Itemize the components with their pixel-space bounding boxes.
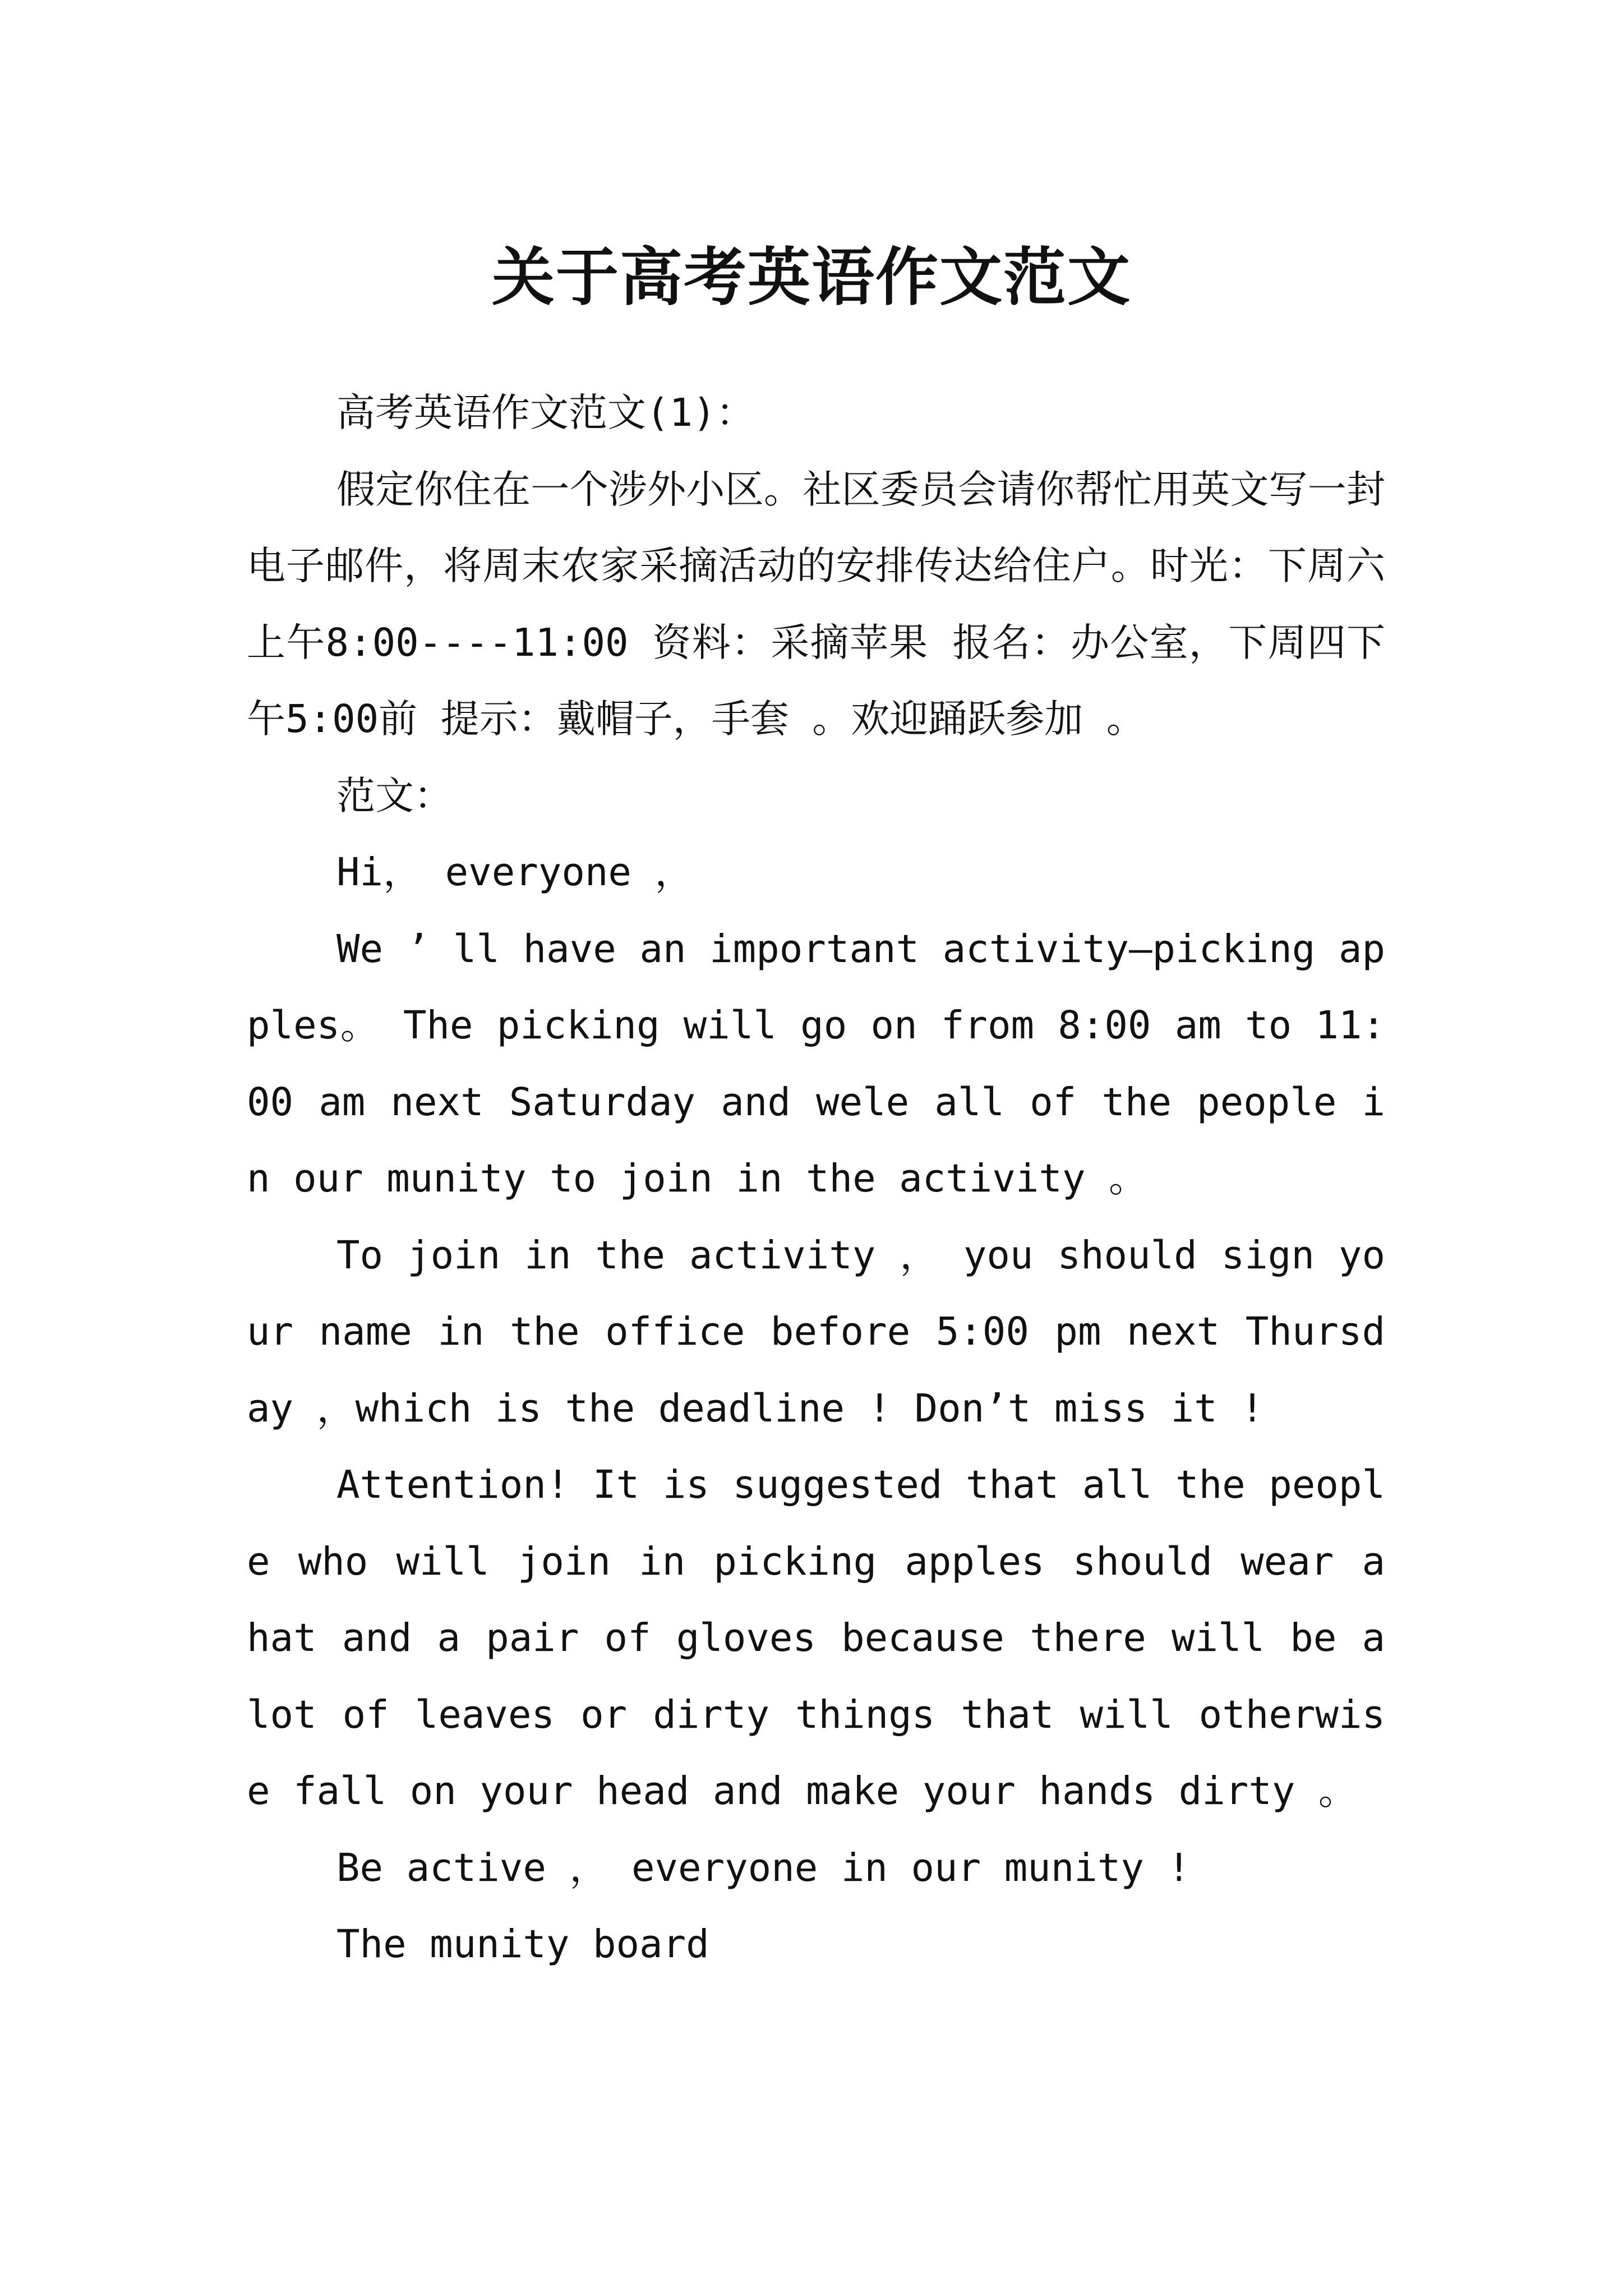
- task-prompt-paragraph: 假定你住在一个涉外小区。社区委员会请你帮忙用英文写一封电子邮件，将周末农家采摘活动的安排传达给住户。时光：下周六上午8:00----11:00 资料：采摘苹果 报名：办公室，下周四下午5:00前 提示：戴帽子，手套 。欢迎踊跃参加 。: [247, 467, 1385, 742]
- email-greeting: Hi， everyone ，: [336, 850, 694, 895]
- document-title: 关于高考英语作文范文: [492, 241, 1131, 315]
- document-body: [247, 375, 1385, 1983]
- email-signature: The munity board: [336, 1922, 709, 1967]
- email-paragraph-activity: We ’ ll have an important activity—picking apples。 The picking will go on from 8:00 am to 11:00 am next Saturday and wele all of the people in our munity to join in the activity 。: [247, 926, 1385, 1201]
- email-closing: Be active ， everyone in our munity !: [336, 1845, 1191, 1890]
- sample-label: 范文：: [336, 773, 453, 818]
- email-paragraph-signup: To join in the activity ， you should sign your name in the office before 5:00 pm next Thursday ，which is the deadline ! Don’t miss it !: [247, 1232, 1385, 1431]
- email-paragraph-attention: Attention! It is suggested that all the people who will join in picking apples should wear a hat and a pair of gloves because there will be a lot of leaves or dirty things that will otherwise fall on your head and make your hands dirty 。: [247, 1462, 1385, 1814]
- section-heading: 高考英语作文范文(1)：: [336, 390, 755, 435]
